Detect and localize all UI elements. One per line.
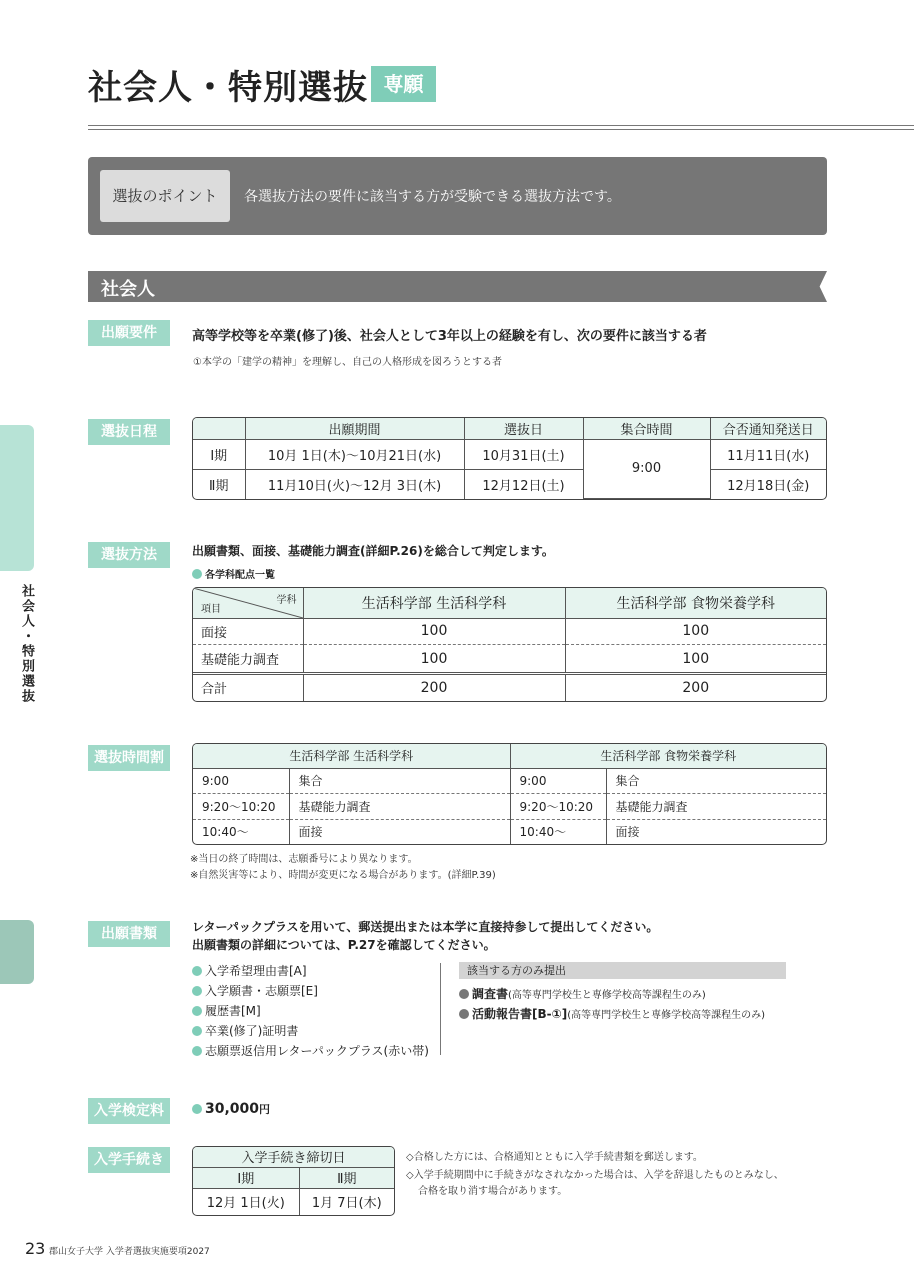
document-name: 志願票返信用レターパックプラス(赤い帯) [205,1044,429,1058]
requirements-main: 高等学校等を卒業(修了)後、社会人として3年以上の経験を有し、次の要件に該当する者 [192,329,707,344]
page-title: 社会人・特別選抜 [88,68,368,108]
bullet-icon [192,986,202,996]
timetable-time: 10:40～ [510,819,606,844]
table-row [193,794,826,820]
schedule-apply: 11月10日(火)～12月 3日(木) [245,469,464,498]
side-tab-label: 社会人・特別選抜 [19,584,34,704]
bullet-icon [192,1026,202,1036]
timetable-table [192,743,827,845]
section-title: 社会人 [101,279,155,300]
table-row [193,768,826,794]
timetable-event: 集合 [289,768,510,794]
procedure-date: 12月 1日(火) [193,1188,299,1215]
document-note: (高等専門学校生と専修学校高等課程生のみ) [508,990,706,1001]
schedule-period: Ⅰ期 [193,439,245,469]
timetable-event: 面接 [289,819,510,844]
table-row [193,469,826,498]
procedure-note-2: ◇入学手続期間中に手続きがなされなかった場合は、入学を辞退したものとみなし、 [406,1170,784,1181]
document-name: 入学願書・志願票[E] [205,984,318,998]
fee-label: 入学検定料 [88,1098,170,1124]
score-corner-cell [193,588,303,618]
list-item [459,1005,765,1025]
title-badge: 専願 [371,66,436,102]
bullet-icon [192,1006,202,1016]
list-item [192,1022,429,1042]
timetable-col-b: 生活科学部 食物栄養学科 [510,744,826,768]
document-name: 入学希望理由書[A] [205,964,307,978]
score-corner-top: 学科 [276,595,297,606]
procedure-table [192,1146,395,1216]
procedure-note-1: ◇合格した方には、合格通知とともに入学手続書類を郵送します。 [406,1152,703,1163]
schedule-header-apply: 出願期間 [245,418,464,439]
document-name: 卒業(修了)証明書 [205,1024,299,1038]
schedule-header-blank [193,418,245,439]
point-text: 各選抜方法の要件に該当する方が受験できる選抜方法です。 [244,189,621,205]
footer-text: 郡山女子大学 入学者選抜実施要項2027 [49,1247,210,1257]
timetable-event: 面接 [615,825,640,840]
timetable-col-a: 生活科学部 生活科学科 [193,744,510,768]
table-row [193,645,826,673]
requirements-sub: ①本学の「建学の精神」を理解し、自己の人格形成を図ろうとする者 [193,357,502,368]
procedure-label: 入学手続き [88,1147,170,1173]
method-desc: 出願書類、面接、基礎能力調査(詳細P.26)を総合して判定します。 [192,544,554,558]
bullet-icon [192,1046,202,1056]
schedule-period: Ⅱ期 [193,469,245,498]
schedule-exam: 12月12日(土) [464,469,583,498]
table-row [193,439,826,469]
timetable-time: 9:20～10:20 [193,794,289,820]
method-sub [192,566,275,581]
score-value: 100 [565,618,826,645]
document-note: (高等専門学校生と専修学校高等課程生のみ) [567,1010,766,1021]
list-item [192,982,429,1002]
table-row-total [193,673,826,701]
timetable-time: 9:00 [510,768,606,794]
score-value: 100 [303,618,565,645]
documents-label: 出願書類 [88,921,170,947]
side-tab-next[interactable] [0,920,34,984]
score-item: 面接 [193,618,303,645]
method-label: 選抜方法 [88,542,170,568]
procedure-date: 1月 7日(木) [299,1188,394,1215]
requirements-label: 出願要件 [88,320,170,346]
score-total-value: 200 [565,673,826,701]
procedure-note-3: 合格を取り消す場合があります。 [418,1186,568,1197]
schedule-header-notice: 合否通知発送日 [710,418,826,439]
procedure-period: Ⅰ期 [193,1167,299,1188]
score-value: 100 [303,645,565,673]
list-item [192,962,429,982]
timetable-time: 9:20～10:20 [510,794,606,820]
table-row [193,618,826,645]
score-total-item: 合計 [193,673,303,701]
schedule-apply: 10月 1日(木)～10月21日(水) [245,439,464,469]
timetable-time: 10:40～ [193,819,289,844]
bullet-icon [459,989,469,999]
timetable-time: 9:00 [193,768,289,794]
fee-value: 30,000 [205,1101,260,1117]
schedule-notice: 12月18日(金) [710,469,826,498]
score-col-b: 生活科学部 食物栄養学科 [565,588,826,618]
schedule-header-gather: 集合時間 [583,418,710,439]
schedule-header-exam: 選抜日 [464,418,583,439]
bullet-icon [192,1104,202,1114]
timetable-event: 基礎能力調査 [606,794,826,820]
list-item [459,985,765,1005]
side-tab-current[interactable] [0,425,34,571]
procedure-period: Ⅱ期 [299,1167,394,1188]
section-bar [88,271,827,302]
page-number: 23 [25,1239,46,1258]
method-sub-text: 各学科配点一覧 [205,570,275,581]
schedule-notice: 11月11日(水) [710,439,826,469]
bullet-icon [192,966,202,976]
bullet-icon [192,569,202,579]
fee-amount [192,1101,270,1117]
documents-line-2: 出願書類の詳細については、P.27を確認してください。 [192,938,496,952]
score-col-a: 生活科学部 生活科学科 [303,588,565,618]
timetable-note-2: ※自然災害等により、時間が変更になる場合があります。(詳細P.39) [190,870,496,881]
score-corner-bottom: 項目 [201,603,221,615]
documents-line-1: レターパックプラスを用いて、郵送提出または本学に直接持参して提出してください。 [192,920,659,934]
procedure-deadline-header: 入学手続き締切日 [193,1147,394,1167]
title-rule-top [88,125,914,126]
schedule-label: 選抜日程 [88,419,170,445]
score-table [192,587,827,702]
score-total-value: 200 [303,673,565,701]
timetable-label: 選抜時間割 [88,745,170,771]
schedule-exam: 10月31日(土) [464,439,583,469]
score-value: 100 [682,650,710,667]
list-item [192,1002,429,1022]
point-label: 選抜のポイント [100,170,230,222]
table-row [193,1188,394,1215]
documents-divider [440,963,441,1055]
score-item: 基礎能力調査 [193,645,303,673]
table-row [193,819,826,844]
documents-list [192,962,429,1062]
schedule-gather: 9:00 [583,439,710,499]
title-rule-bottom [88,129,914,130]
document-name: 履歴書[M] [205,1004,261,1018]
timetable-event: 基礎能力調査 [289,794,510,820]
schedule-table [192,417,827,500]
timetable-note-1: ※当日の終了時間は、志願番号により異なります。 [190,854,418,865]
document-name: 活動報告書[B-①] [472,1007,568,1021]
document-name: 調査書 [472,987,509,1001]
optional-documents-header: 該当する方のみ提出 [459,962,786,979]
bullet-icon [459,1009,469,1019]
fee-unit: 円 [259,1103,271,1116]
list-item [192,1042,429,1062]
optional-documents-list [459,985,765,1025]
timetable-event: 集合 [606,768,826,794]
